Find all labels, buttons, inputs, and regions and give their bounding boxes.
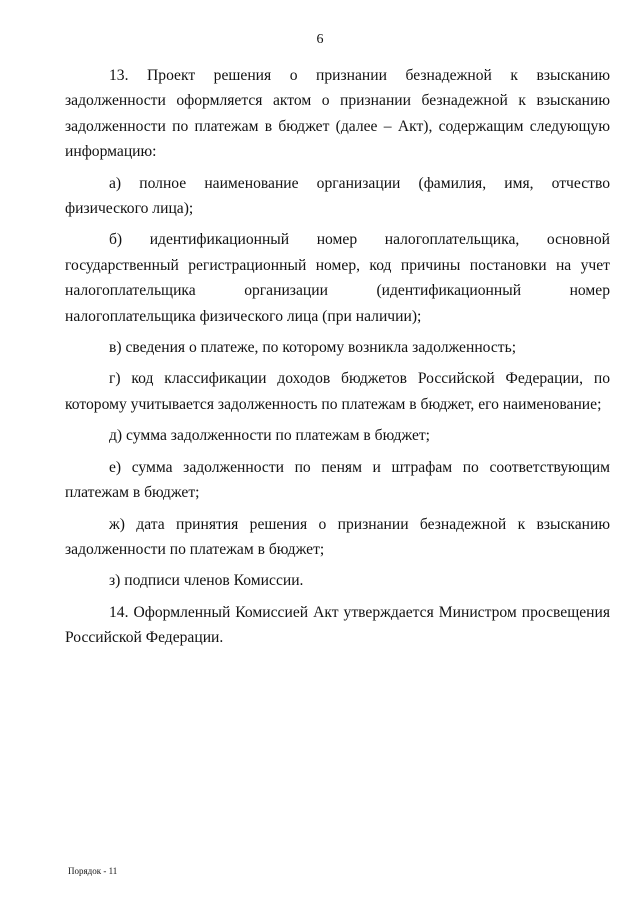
- item-b: б) идентификационный номер налогоплательщика, основной государственный регистрационный номер, код причины постановки на учет налогоплательщика организации (идентификационный номер налогоплательщика физического лица (при наличии);: [65, 231, 610, 325]
- item-d: д) сумма задолженности по платежам в бюджет;: [109, 427, 431, 445]
- paragraph-14: 14. Оформленный Комиссией Акт утверждается Министром просвещения Российской Федерации.: [65, 603, 610, 647]
- item-v: в) сведения о платеже, по которому возникла задолженность;: [109, 339, 517, 357]
- item-g: г) код классификации доходов бюджетов Российской Федерации, по которому учитывается задолженность по платежам в бюджет, его наименование;: [65, 370, 610, 413]
- footer-label: Порядок - 11: [68, 866, 118, 876]
- item-e: е) сумма задолженности по пеням и штрафам по соответствующим платежам в бюджет;: [65, 458, 610, 502]
- page-number: 6: [316, 32, 324, 47]
- paragraph-13: 13. Проект решения о признании безнадежной к взысканию задолженности оформляется актом о признании безнадежной к взысканию задолженности по платежам в бюджет (далее – Акт), содержащим следующую информацию:: [65, 67, 610, 161]
- item-zh: ж) дата принятия решения о признании безнадежной к взысканию задолженности по платежам в бюджет;: [65, 515, 610, 558]
- document-body: [65, 63, 610, 651]
- item-a: а) полное наименование организации (фамилия, имя, отчество физического лица);: [65, 174, 610, 218]
- item-z: з) подписи членов Комиссии.: [109, 572, 304, 590]
